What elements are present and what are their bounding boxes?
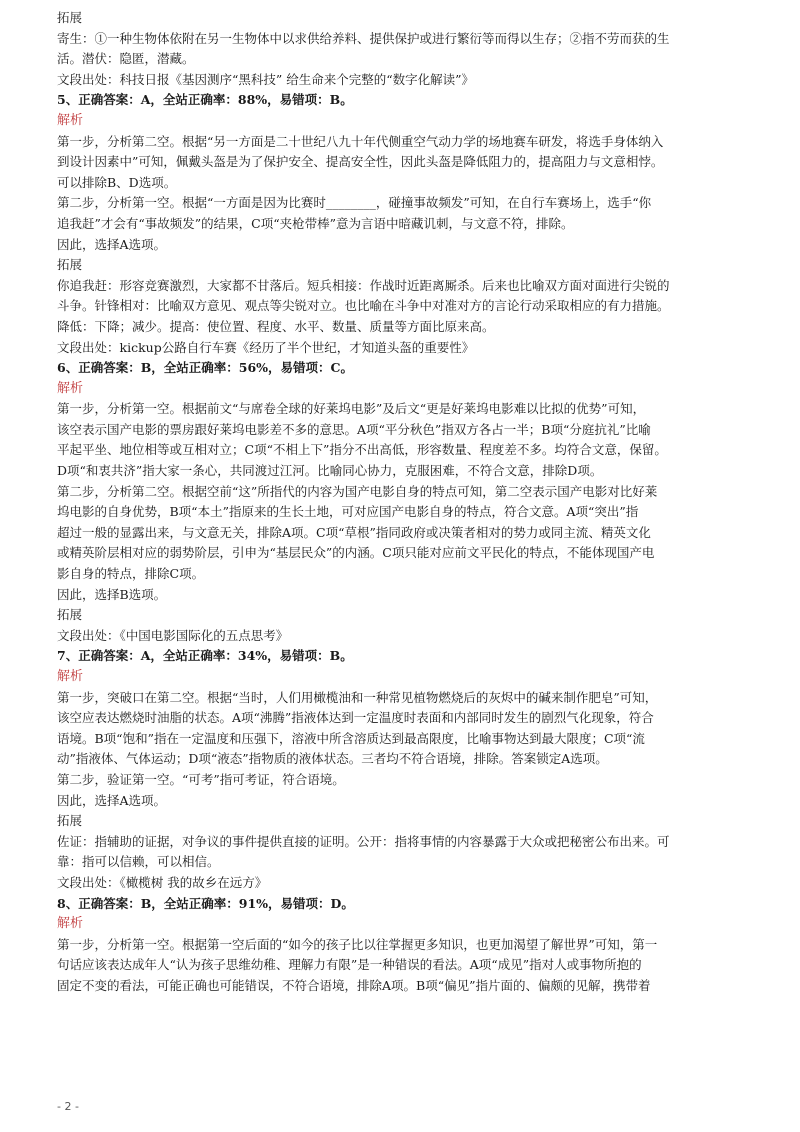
text-line: 降低：下降；减少。提高：使位置、程度、水平、数量、质量等方面比原来高。: [57, 318, 495, 334]
text-line: 拓展: [57, 607, 83, 623]
text-line: 拓展: [57, 257, 83, 273]
document-page: [57, 8, 757, 997]
text-line: 第一步，分析第二空。根据“另一方面是二十世纪八九十年代侧重空气动力学的场地赛车研发，将选手身体纳入: [57, 133, 664, 149]
text-line: D项“和衷共济”指大家一条心，共同渡过江河。比喻同心协力，克服困难，不符合文意，排除D项。: [57, 463, 603, 479]
text-line: 可以排除B、D选项。: [57, 174, 177, 190]
text-line: 寄生：①一种生物体依附在另一生物体中以求供给养料、提供保护或进行繁衍等而得以生存；②指不劳而获的生: [57, 30, 670, 46]
text-line: 第二步，分析第二空。根据空前“这”所指代的内容为国产电影自身的特点可知，第二空表示国产电影对比好莱: [57, 483, 658, 499]
text-line: 第一步，突破口在第二空。根据“当时，人们用橄榄油和一种常见植物燃烧后的灰烬中的碱来制作肥皂”可知，: [57, 689, 658, 705]
text-line: 文段出处：《橄榄树 我的故乡在远方》: [57, 874, 268, 890]
text-line: 追我赶”才会有“事故频发”的结果，C项“夹枪带棒”意为言语中暗藏讥刺，与文意不符，排除。: [57, 215, 574, 231]
text-line: 靠：指可以信赖，可以相信。: [57, 854, 220, 870]
section-heading-analysis: 解析: [57, 916, 84, 932]
answer-line: 5、正确答案：A，全站正确率：88%，易错项：B。: [57, 92, 353, 108]
text-line: 超过一般的显露出来，与文意无关，排除A项。C项“草根”指同政府或决策者相对的势力或同主流、精英文化: [57, 524, 651, 540]
text-line: 该空应表达燃烧时油脂的状态。A项“沸腾”指液体达到一定温度时表面和内部同时发生的剧烈气化现象，符合: [57, 710, 654, 726]
answer-line: 7、正确答案：A，全站正确率：34%，易错项：B。: [57, 648, 353, 664]
text-line: 因此，选择A选项。: [57, 236, 167, 252]
text-line: 第一步，分析第一空。根据第一空后面的“如今的孩子比以往掌握更多知识，也更加渴望了解世界”可知，第一: [57, 936, 658, 952]
text-line: 因此，选择B选项。: [57, 586, 167, 602]
text-line: 文段出处：kickup公路自行车赛《经历了半个世纪，才知道头盔的重要性》: [57, 339, 475, 355]
text-line: 坞电影的自身优势，B项“本土”指原来的生长土地，可对应国产电影自身的特点，符合文意。A项“突出”指: [57, 504, 639, 520]
text-line: 第一步，分析第一空。根据前文“与席卷全球的好莱坞电影”及后文“更是好莱坞电影难以比拟的优势”可知，: [57, 401, 646, 417]
text-line: 句话应该表达成年人“认为孩子思维幼稚、理解力有限”是一种错误的看法。A项“成见”指对人或事物所抱的: [57, 957, 642, 973]
page-number: - 2 -: [57, 1100, 79, 1113]
text-line: 平起平坐、地位相等或互相对立；C项“不相上下”指分不出高低，形容数量、程度差不多。均符合文意，保留。: [57, 442, 667, 458]
text-line: 活。潜伏：隐匿，潜藏。: [57, 51, 195, 67]
text-line: 第二步，验证第一空。“可考”指可考证，符合语境。: [57, 771, 345, 787]
answer-line: 6、正确答案：B，全站正确率：56%，易错项：C。: [57, 360, 353, 376]
text-line: 文段出处：《中国电影国际化的五点思考》: [57, 627, 289, 643]
section-heading-analysis: 解析: [57, 380, 84, 396]
text-line: 影自身的特点，排除C项。: [57, 566, 205, 582]
text-line: 语境。B项“饱和”指在一定温度和压强下，溶液中所含溶质达到最高限度，比喻事物达到最大限度；C项“流: [57, 730, 645, 746]
text-line: 斗争。针锋相对：比喻双方意见、观点等尖锐对立。也比喻在斗争中对准对方的言论行动采取相应的有力措施。: [57, 298, 670, 314]
text-line: 到设计因素中”可知，佩戴头盔是为了保护安全、提高安全性，因此头盔是降低阻力的，提高阻力与文意相悖。: [57, 154, 664, 170]
text-line: 佐证：指辅助的证据，对争议的事件提供直接的证明。公开：指将事情的内容暴露于大众或把秘密公布出来。可: [57, 833, 670, 849]
text-line: 第二步，分析第一空。根据“一方面是因为比赛时________，碰撞事故频发”可知，在自行车赛场上，选手“你: [57, 195, 652, 211]
text-line: 因此，选择A选项。: [57, 792, 167, 808]
answer-line: 8、正确答案：B，全站正确率：91%，易错项：D。: [57, 895, 354, 911]
text-line: 固定不变的看法，可能正确也可能错误，不符合语境，排除A项。B项“偏见”指片面的、偏颇的见解，携带着: [57, 977, 651, 993]
section-heading-analysis: 解析: [57, 669, 84, 684]
text-line: 或精英阶层相对应的弱势阶层，引申为“基层民众”的内涵。C项只能对应前文平民化的特点，不能体现国产电: [57, 545, 655, 561]
text-line: 你追我赶：形容竞赛激烈，大家都不甘落后。短兵相接：作战时近距离厮杀。后来也比喻双方面对面进行尖锐的: [57, 277, 670, 293]
text-line: 拓展: [57, 10, 83, 25]
text-line: 拓展: [57, 813, 83, 829]
text-line: 该空表示国产电影的票房跟好莱坞电影差不多的意思。A项“平分秋色”指双方各占一半；B项“分庭抗礼”比喻: [57, 421, 651, 437]
text-line: 动”指液体、气体运动；D项“液态”指物质的液体状态。三者均不符合语境，排除。答案锁定A选项。: [57, 751, 608, 767]
section-heading-analysis: 解析: [57, 112, 84, 128]
text-line: 文段出处：科技日报《基因测序“黑科技” 给生命来个完整的“数字化解读”》: [57, 71, 475, 87]
